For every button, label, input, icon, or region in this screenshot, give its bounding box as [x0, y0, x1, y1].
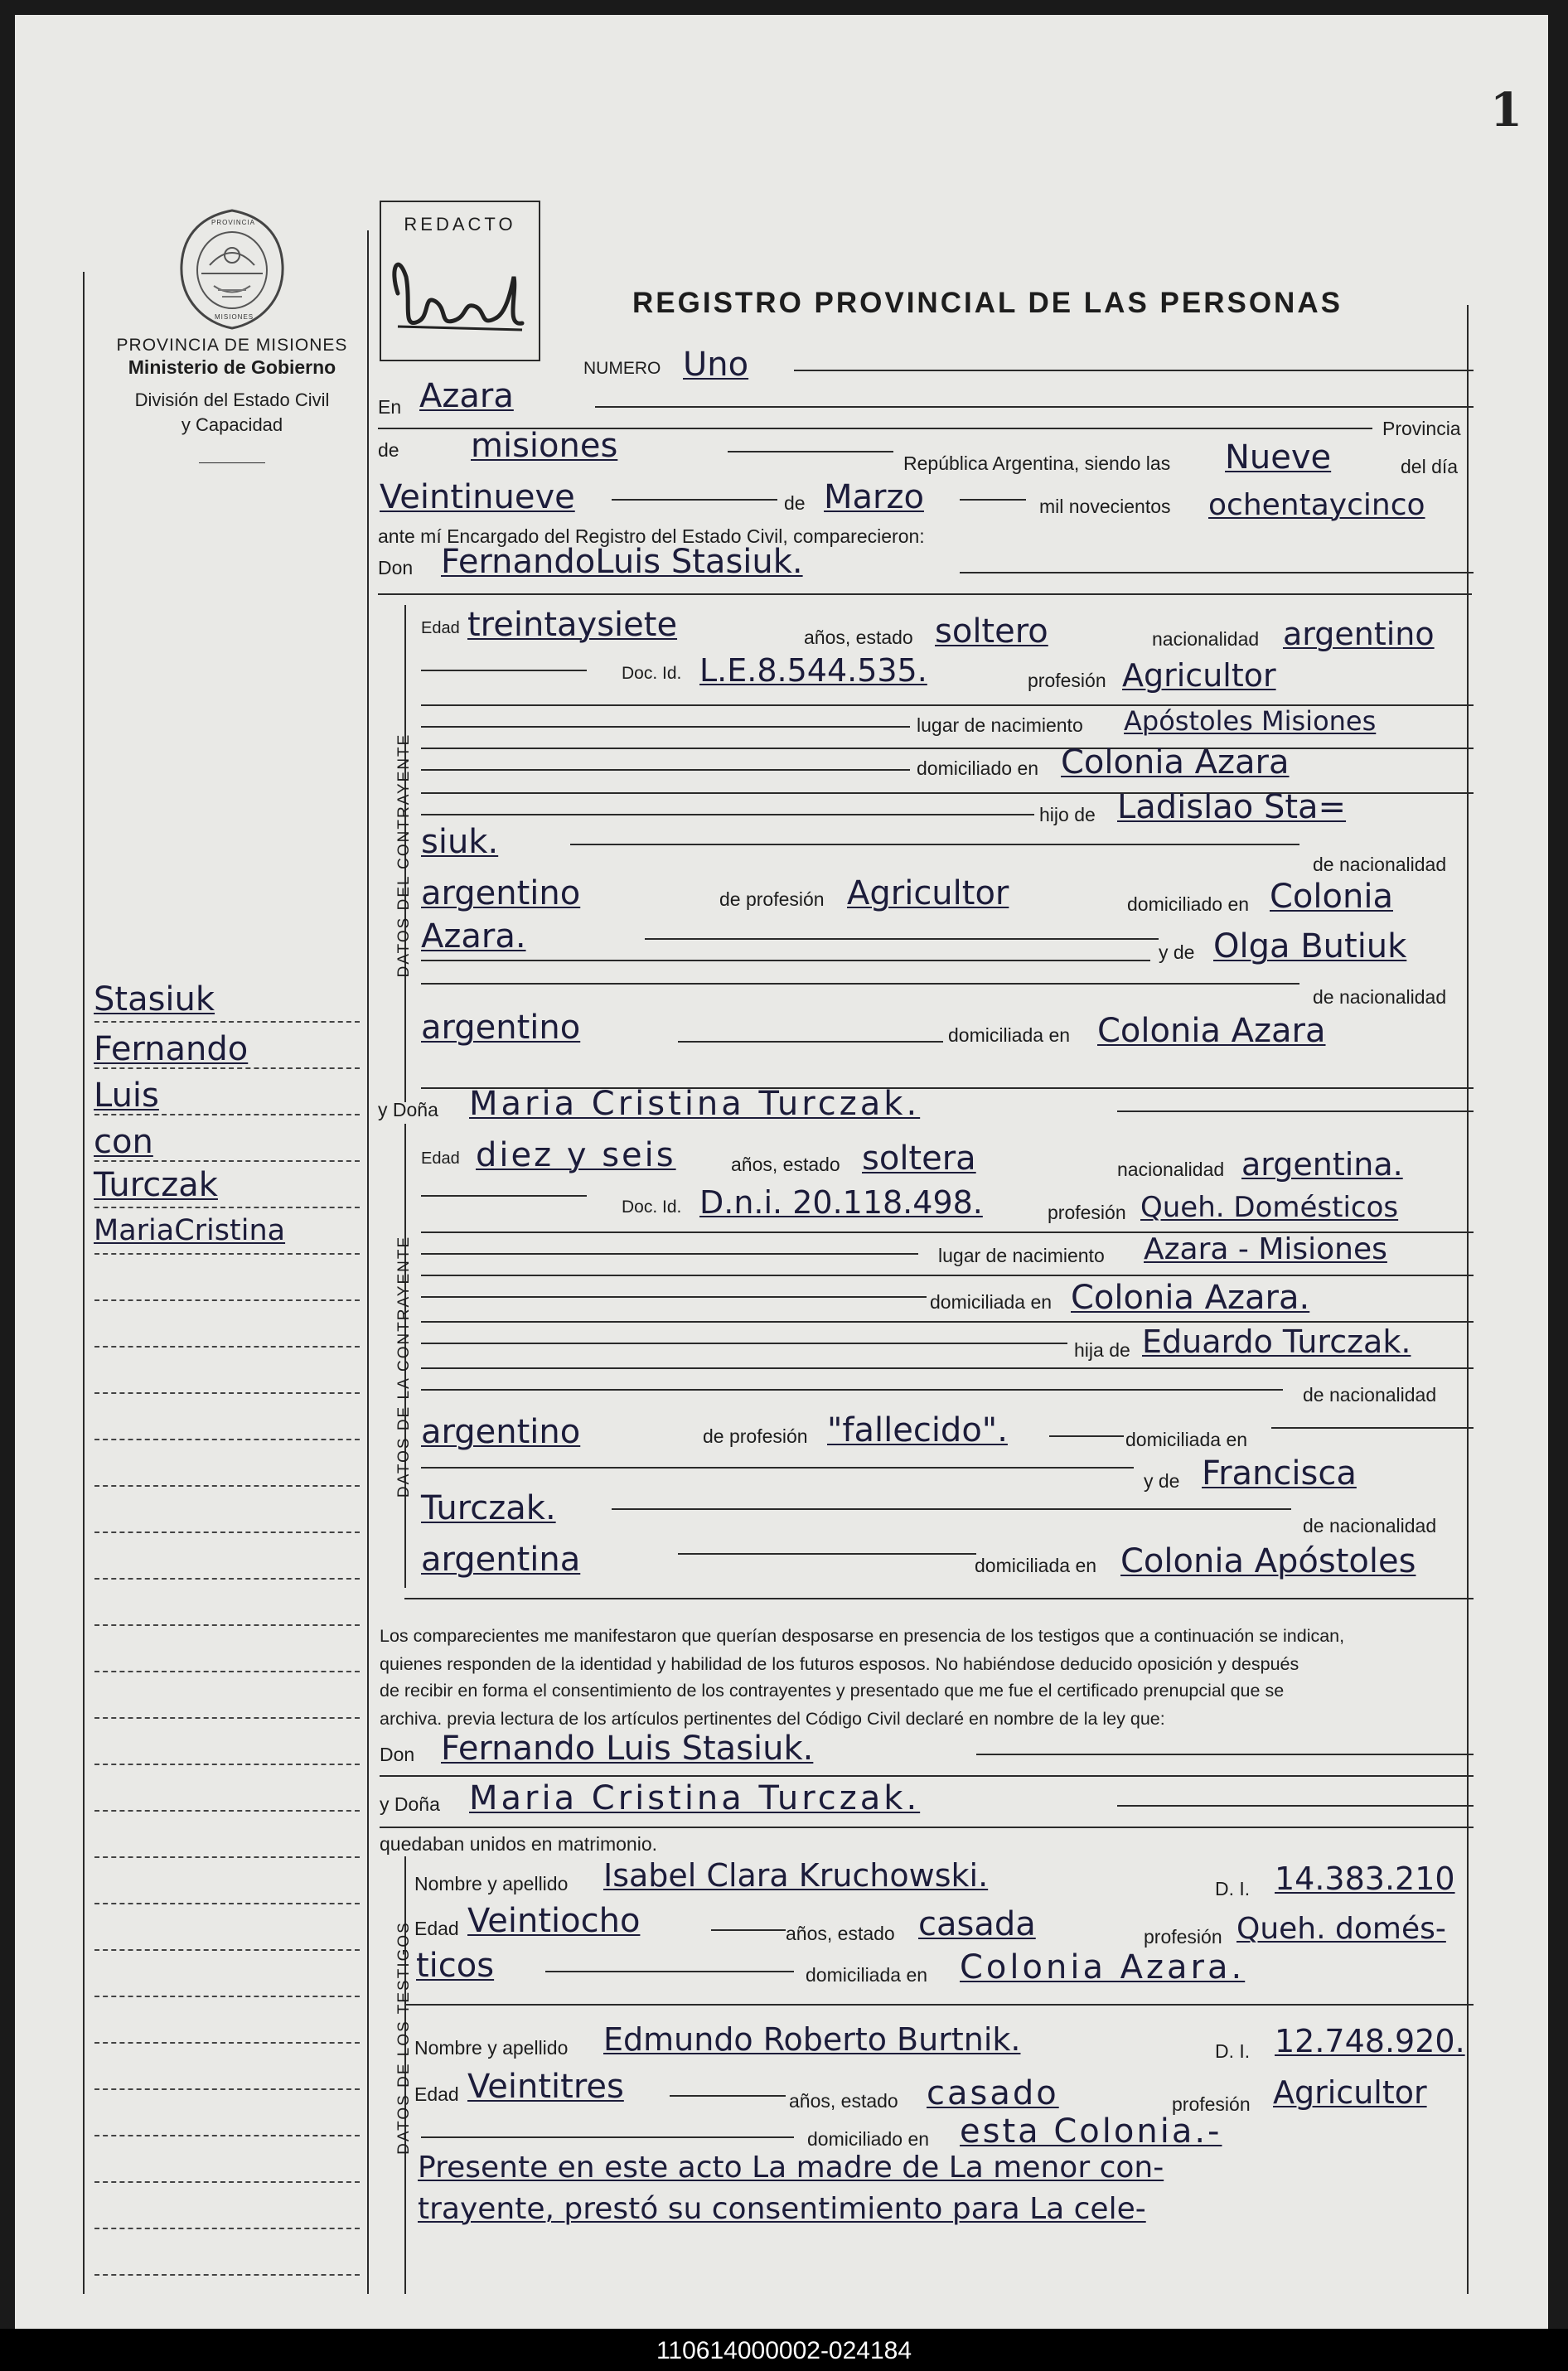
w2-name: Edmundo Roberto Burtnik.: [603, 2021, 1021, 2058]
margin-note-line-3: Luis: [94, 1077, 159, 1115]
bride-father-nationality: argentino: [421, 1413, 581, 1451]
w2-di-label: D. I.: [1215, 2040, 1251, 2062]
redacto-box: [380, 201, 540, 361]
mil-novecientos-label: mil novecientos: [1039, 496, 1171, 517]
bride-father-prof-rule: [1049, 1435, 1124, 1437]
bride-domicile: Colonia Azara.: [1071, 1279, 1310, 1317]
act-day: Veintinueve: [380, 478, 575, 516]
margin-ruled-line: [94, 1903, 360, 1904]
republica-label: República Argentina, siendo las: [903, 452, 1171, 474]
w2-domicile: esta Colonia.-: [960, 2112, 1222, 2151]
decl-groom-rule: [976, 1754, 1474, 1755]
bride-mother-a: Francisca: [1202, 1454, 1357, 1493]
left-border-line: [83, 272, 85, 2294]
w1-profession-b: ticos: [416, 1947, 495, 1985]
del-dia-label: del día: [1401, 456, 1459, 477]
margin-note-line-2: Fernando: [94, 1030, 249, 1068]
margin-ruled-line: [94, 1114, 360, 1115]
margin-ruled-line: [94, 2228, 360, 2229]
w2-dom-rule: [421, 2136, 794, 2138]
w1-prof-label: profesión: [1144, 1926, 1222, 1948]
margin-divider-line: [367, 230, 369, 2294]
margin-ruled-line: [94, 1253, 360, 1255]
margin-ruled-line: [94, 1207, 360, 1208]
bride-hija-rule-2: [421, 1343, 1067, 1344]
groom-lugar-label: lugar de nacimiento: [917, 714, 1083, 736]
margin-note-line-4: con: [94, 1123, 153, 1161]
groom-father-nationality: argentino: [421, 874, 581, 912]
don-label: Don: [378, 557, 414, 578]
groom-doc-label: Doc. Id.: [622, 664, 682, 683]
groom-de-prof-label: de profesión: [719, 888, 825, 910]
document-page: [15, 15, 1548, 2329]
margin-ruled-line: [94, 1624, 360, 1626]
bride-father-rule-2: [421, 1389, 1283, 1391]
groom-mother-rule: [421, 983, 1299, 985]
ante-label: ante mí Encargado del Registro del Estado Civil, comparecieron:: [378, 525, 925, 547]
w2-name-label: Nombre y apellido: [414, 2037, 569, 2059]
bride-edad-label: Edad: [421, 1149, 460, 1168]
margin-ruled-line: [94, 1717, 360, 1719]
bride-domic-label: domiciliada en: [930, 1291, 1053, 1313]
w1-estado: casada: [918, 1905, 1036, 1943]
w1-anos-label: años, estado: [786, 1923, 895, 1944]
bride-birth-rule-2: [421, 1253, 918, 1255]
page-number: 1: [1490, 83, 1522, 138]
bride-estado: soltera: [862, 1140, 976, 1178]
bride-de-nac-label-2: de nacionalidad: [1303, 1515, 1437, 1536]
w1-di: 14.383.210: [1275, 1861, 1455, 1897]
w2-profession: Agricultor: [1273, 2074, 1427, 2111]
margin-ruled-line: [94, 1346, 360, 1348]
margin-ruled-line: [94, 1021, 360, 1023]
declaration-line-2: quienes responden de la identidad y habilidad de los futuros esposos. No habiéndose deducido oposición y después: [380, 1654, 1299, 1674]
provincia-label: Provincia: [1382, 418, 1461, 439]
groom-father-dom-a: Colonia: [1270, 878, 1393, 916]
en-label: En: [378, 396, 402, 418]
w2-estado: casado: [927, 2074, 1059, 2112]
dona-label: y Doña: [378, 1099, 438, 1120]
bride-mother-nat-rule: [678, 1553, 976, 1555]
w1-name: Isabel Clara Kruchowski.: [603, 1857, 989, 1894]
groom-domicile: Colonia Azara: [1061, 743, 1290, 781]
bride-father-rule: [421, 1367, 1474, 1369]
margin-ruled-line: [94, 2135, 360, 2136]
w2-age: Veintitres: [467, 2068, 624, 2106]
decl-closing: quedaban unidos en matrimonio.: [380, 1833, 658, 1855]
margin-ruled-line: [94, 1996, 360, 1997]
w1-age-rule: [711, 1929, 786, 1931]
margin-ruled-line: [94, 2181, 360, 2183]
groom-hijo-rule-2: [421, 814, 1034, 815]
margin-ruled-line: [94, 1671, 360, 1672]
margin-ruled-line: [94, 1949, 360, 1951]
province-heading: PROVINCIA DE MISIONES: [116, 336, 348, 355]
act-place-rule: [595, 406, 1474, 408]
groom-mother-domicile: Colonia Azara: [1097, 1012, 1326, 1050]
bride-doc-label: Doc. Id.: [622, 1198, 682, 1217]
groom-father-a: Ladislao Sta=: [1117, 788, 1347, 826]
redacto-label: REDACTO: [404, 214, 516, 235]
margin-ruled-line: [94, 1392, 360, 1394]
groom-name-rule-2: [378, 593, 1472, 595]
decl-don-label: Don: [380, 1744, 415, 1765]
act-number-rule: [794, 370, 1474, 371]
groom-mother: Olga Butiuk: [1213, 927, 1407, 965]
bride-yde-rule: [421, 1467, 1134, 1469]
margin-note-line-1: Stasiuk: [94, 980, 215, 1019]
margin-note-line-5: Turczak: [94, 1166, 218, 1204]
groom-birth-rule-2: [421, 726, 910, 728]
groom-profession: Agricultor: [1122, 657, 1276, 694]
bride-nationality: argentina.: [1241, 1146, 1403, 1183]
margin-ruled-line: [94, 1299, 360, 1301]
decl-bride-rule: [1117, 1805, 1474, 1807]
margin-ruled-line: [94, 1856, 360, 1858]
bride-yde-label: y de: [1144, 1470, 1180, 1492]
heading-divider: [199, 462, 265, 463]
bride-mother-dom-label: domiciliada en: [975, 1555, 1097, 1576]
act-province-rule: [728, 451, 893, 452]
de-month-label: de: [784, 492, 806, 514]
barcode-number: 110614000002-024184: [656, 2337, 912, 2364]
w1-prof-rule: [545, 1971, 794, 1972]
bride-father: Eduardo Turczak.: [1142, 1323, 1411, 1360]
groom-dom-rule-2: [421, 769, 910, 771]
groom-age: treintaysiete: [467, 606, 678, 644]
bride-mother-b: Turczak.: [421, 1489, 556, 1527]
bride-doc: D.n.i. 20.118.498.: [699, 1184, 983, 1221]
groom-prof-label: profesión: [1028, 670, 1106, 691]
groom-nac-label: nacionalidad: [1152, 628, 1260, 650]
groom-dom-rule: [421, 748, 1474, 749]
groom-mother-nat-rule: [678, 1041, 943, 1043]
act-month: Marzo: [824, 478, 924, 516]
groom-yde-rule-2: [421, 960, 1150, 961]
groom-birthplace: Apóstoles Misiones: [1124, 705, 1377, 737]
act-year: ochentaycinco: [1208, 488, 1425, 522]
groom-anos-label: años, estado: [804, 627, 913, 648]
bride-section-end-rule: [404, 1598, 1474, 1599]
groom-father-dom-label: domiciliado en: [1127, 893, 1250, 915]
registry-title: REGISTRO PROVINCIAL DE LAS PERSONAS: [632, 287, 1343, 319]
bride-anos-label: años, estado: [731, 1154, 840, 1175]
witness-note-line-1: Presente en este acto La madre de La menor con-: [418, 2151, 1164, 2185]
w1-profession-a: Queh. domés-: [1236, 1912, 1446, 1946]
margin-ruled-line: [94, 1485, 360, 1487]
margin-ruled-line: [94, 1067, 360, 1069]
decl-bride-rule-2: [380, 1827, 1474, 1828]
seal-ring-bottom-text: MISIONES: [215, 313, 254, 321]
bride-dom-rule-2: [421, 1296, 927, 1298]
act-province: misiones: [471, 427, 618, 465]
signature-icon: [381, 244, 539, 351]
bride-doc-rule: [421, 1195, 587, 1197]
groom-domic-label: domiciliado en: [917, 757, 1039, 779]
decl-groom-rule-2: [380, 1775, 1474, 1777]
decl-groom-name: Fernando Luis Stasiuk.: [441, 1730, 814, 1768]
bride-father-dom-label: domiciliada en: [1125, 1429, 1248, 1450]
groom-name-rule: [960, 572, 1474, 573]
bride-mother-domicile: Colonia Apóstoles: [1120, 1542, 1416, 1580]
margin-ruled-line: [94, 2274, 360, 2276]
bride-de-prof-label: de profesión: [703, 1425, 808, 1447]
bride-hija-label: hija de: [1074, 1339, 1130, 1361]
margin-note-line-6: MariaCristina: [94, 1214, 286, 1247]
province-seal: [177, 207, 288, 331]
bride-mother-nationality: argentina: [421, 1541, 581, 1579]
w1-end-rule: [404, 2004, 1474, 2006]
margin-ruled-line: [94, 1439, 360, 1440]
w1-domicile: Colonia Azara.: [960, 1948, 1246, 1986]
margin-ruled-line: [94, 1531, 360, 1533]
bride-profession: Queh. Domésticos: [1140, 1191, 1399, 1224]
groom-doc: L.E.8.544.535.: [699, 652, 927, 689]
margin-ruled-line: [94, 2088, 360, 2090]
division-line-1: División del Estado Civil: [134, 390, 330, 410]
groom-mother-nationality: argentino: [421, 1009, 581, 1047]
act-hour: Nueve: [1225, 438, 1332, 477]
act-number: Uno: [683, 346, 749, 384]
w1-name-label: Nombre y apellido: [414, 1873, 569, 1894]
w1-domic-label: domiciliada en: [806, 1964, 928, 1986]
groom-section-label: DATOS DEL CONTRAYENTE: [395, 733, 413, 978]
w2-age-rule: [670, 2095, 786, 2097]
groom-name: FernandoLuis Stasiuk.: [441, 543, 803, 581]
bride-dom-rule: [421, 1275, 1474, 1276]
groom-de-nac-label-2: de nacionalidad: [1313, 986, 1447, 1008]
bride-age: diez y seis: [476, 1136, 676, 1174]
bride-father-dom-rule: [1271, 1427, 1474, 1429]
w2-edad-label: Edad: [414, 2083, 459, 2105]
groom-estado: soltero: [935, 612, 1048, 651]
right-border-line: [1467, 305, 1469, 2294]
margin-ruled-line: [94, 1578, 360, 1580]
bride-name-rule: [1117, 1110, 1474, 1112]
groom-hijo-label: hijo de: [1039, 804, 1096, 825]
w2-prof-label: profesión: [1172, 2093, 1251, 2115]
w1-di-label: D. I.: [1215, 1878, 1251, 1899]
groom-yde-rule: [645, 938, 1159, 940]
bride-prof-label: profesión: [1048, 1202, 1126, 1223]
w2-anos-label: años, estado: [789, 2090, 898, 2112]
scan-footer: [0, 2329, 1568, 2371]
bride-nac-label: nacionalidad: [1117, 1159, 1225, 1180]
declaration-line-4: archiva. previa lectura de los artículos pertinentes del Código Civil declaré en nombre de la ley que:: [380, 1709, 1165, 1729]
groom-doc-rule: [421, 670, 587, 671]
bride-hija-rule: [421, 1321, 1474, 1323]
bride-name: Maria Cristina Turczak.: [469, 1085, 921, 1123]
witness-note-line-2: trayente, prestó su consentimiento para La cele-: [418, 2192, 1146, 2226]
seal-ring-top-text: PROVINCIA: [211, 219, 256, 226]
witness-section-label: DATOS DE LOS TESTIGOS: [395, 1921, 413, 2155]
margin-ruled-line: [94, 2042, 360, 2044]
margin-ruled-line: [94, 1810, 360, 1812]
numero-label: NUMERO: [583, 359, 661, 378]
groom-father-profession: Agricultor: [847, 874, 1009, 912]
act-month-rule: [960, 499, 1026, 501]
bride-lugar-label: lugar de nacimiento: [938, 1245, 1105, 1266]
w1-edad-label: Edad: [414, 1918, 459, 1939]
declaration-line-3: de recibir en forma el consentimiento de los contrayentes y presentado que me fue el certificado prenupcial que se: [380, 1681, 1285, 1701]
margin-ruled-line: [94, 1764, 360, 1765]
w2-di: 12.748.920.: [1275, 2023, 1465, 2059]
margin-ruled-line: [94, 1160, 360, 1162]
bride-mother-rule: [612, 1508, 1291, 1510]
groom-father-rule: [570, 844, 1299, 845]
decl-dona-label: y Doña: [380, 1793, 440, 1815]
act-place: Azara: [419, 377, 514, 415]
declaration-line-1: Los comparecientes me manifestaron que querían desposarse en presencia de los testigos que a continuación se indican,: [380, 1626, 1345, 1646]
bride-section-label: DATOS DE LA CONTRAYENTE: [395, 1235, 413, 1498]
groom-yde-label: y de: [1159, 941, 1195, 963]
bride-father-profession: "fallecido".: [827, 1411, 1008, 1449]
groom-nationality: argentino: [1283, 616, 1435, 652]
decl-bride-name: Maria Cristina Turczak.: [469, 1779, 921, 1817]
bride-birthplace: Azara - Misiones: [1144, 1232, 1387, 1266]
division-line-2: y Capacidad: [181, 414, 283, 435]
ministry-heading: Ministerio de Gobierno: [128, 356, 336, 378]
act-day-rule: [612, 499, 777, 501]
bride-de-nac-label: de nacionalidad: [1303, 1384, 1437, 1406]
groom-father-dom-b: Azara.: [421, 917, 526, 956]
de-label: de: [378, 439, 399, 461]
w1-age: Veintiocho: [467, 1902, 641, 1940]
w2-domic-label: domiciliado en: [807, 2128, 930, 2150]
groom-de-nac-label: de nacionalidad: [1313, 854, 1447, 875]
groom-mother-dom-label: domiciliada en: [948, 1024, 1071, 1046]
groom-edad-label: Edad: [421, 619, 460, 637]
groom-father-b: siuk.: [421, 823, 499, 861]
